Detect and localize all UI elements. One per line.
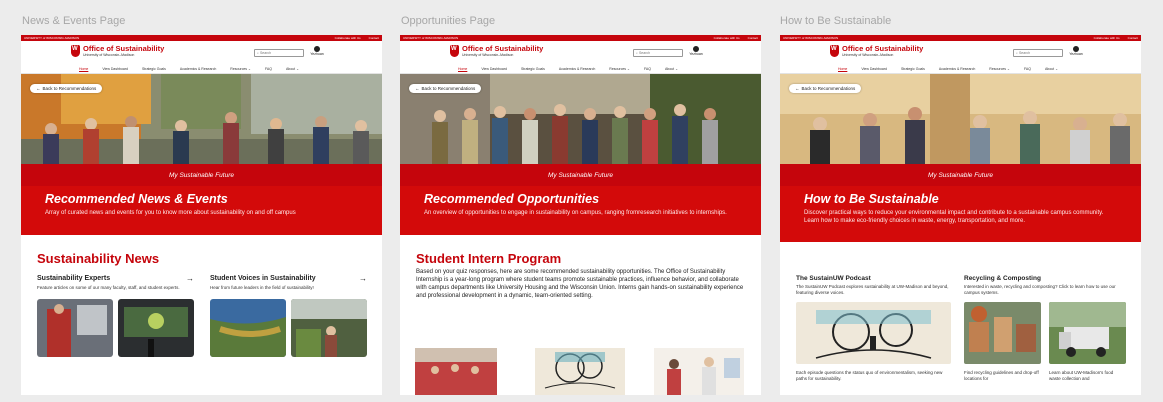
page-description: Discover practical ways to reduce your environmental impact and contribute to a sustainable campus community. Learn how to make eco-friendly choices in waste, energy, transportation, and more. — [804, 210, 1104, 224]
nav-resources[interactable]: Resources ⌄ — [609, 66, 630, 71]
subband-title: My Sustainable Future — [780, 164, 1141, 186]
recycling-title: Recycling & Composting — [964, 275, 1041, 282]
nav-strategic-goals[interactable]: Strategic Goals — [900, 66, 925, 71]
hero-text-block — [21, 186, 382, 235]
back-to-recommendations-button[interactable] — [409, 84, 481, 93]
university-link[interactable]: UNIVERSITY of WISCONSIN–MADISON — [783, 36, 839, 40]
logo-title: Office of Sustainability — [842, 44, 924, 53]
main-nav — [400, 64, 761, 74]
hero-photo — [400, 74, 761, 164]
card-thumbnail[interactable] — [118, 299, 194, 357]
university-link[interactable]: UNIVERSITY of WISCONSIN–MADISON — [24, 36, 80, 40]
logo-subtitle: University of Wisconsin–Madison — [83, 53, 135, 57]
opportunity-thumbnail[interactable] — [654, 348, 744, 395]
logo-title: Office of Sustainability — [462, 44, 544, 53]
recycling-caption: Find recycling guidelines and drop-off locations for — [964, 370, 1039, 381]
subband-title: My Sustainable Future — [400, 164, 761, 186]
intern-description: Based on your quiz responses, here are some recommended sustainability opportunities. The Office of Sustainability Internship is a year-long program where student teams promote sustainable practices, influence behavior, and collaborate with campus departments like University Housing and the Wisconsin Union. Interns gain hands-on sustainability experience and professional development in a dynamic, team-oriented setting. — [416, 269, 744, 299]
compost-caption: Learn about UW-Madison's food waste collection and — [1049, 370, 1114, 381]
how-to-be-sustainable-frame — [780, 35, 1141, 395]
search-icon: ⌕ — [1016, 50, 1018, 55]
collaborate-link[interactable]: Collaborate with Us — [1093, 36, 1120, 40]
card-description: Feature articles on some of our many faculty, staff, and student experts. — [37, 285, 180, 290]
nav-resources[interactable]: Resources ⌄ — [989, 66, 1010, 71]
site-logo[interactable] — [830, 45, 923, 57]
hero-text-block — [400, 186, 761, 235]
arrow-left-icon: ← — [795, 86, 800, 91]
nav-strategic-goals[interactable]: Strategic Goals — [520, 66, 545, 71]
search-input[interactable] — [633, 49, 683, 57]
university-link[interactable]: UNIVERSITY of WISCONSIN–MADISON — [403, 36, 459, 40]
frame-label-news: News & Events Page — [22, 15, 126, 27]
nav-academics[interactable]: Academics & Research — [938, 66, 976, 71]
contact-link[interactable]: Contact — [1127, 36, 1138, 40]
section-title: Student Intern Program — [416, 251, 562, 266]
card-thumbnail[interactable] — [37, 299, 113, 357]
page-description: An overview of opportunities to engage in sustainability on campus, ranging fromresearch initiatives to internships. — [424, 210, 727, 216]
search-placeholder: Search — [1018, 50, 1031, 55]
nav-strategic-goals[interactable]: Strategic Goals — [141, 66, 166, 71]
compost-card[interactable] — [1049, 302, 1126, 382]
nav-faq[interactable]: FAQ — [1023, 66, 1031, 71]
logo-title: Office of Sustainability — [83, 44, 165, 53]
back-button-label: Back to Recommendations — [42, 86, 97, 91]
news-events-frame — [21, 35, 382, 395]
card-description: Hear from future leaders in the field of sustainability! — [210, 285, 314, 290]
podcast-column[interactable] — [796, 275, 951, 382]
search-input[interactable] — [1013, 49, 1063, 57]
recycling-thumbnail[interactable] — [964, 302, 1041, 364]
news-card[interactable] — [210, 274, 367, 357]
search-input[interactable] — [254, 49, 304, 57]
podcast-thumbnail[interactable] — [796, 302, 951, 364]
hero-photo — [21, 74, 382, 164]
nav-home[interactable]: Home — [458, 66, 468, 71]
arrow-left-icon: ← — [415, 86, 420, 91]
user-name: Yezhuan — [689, 52, 703, 56]
nav-faq[interactable]: FAQ — [264, 66, 272, 71]
frame-label-sustainable: How to Be Sustainable — [780, 15, 892, 27]
arrow-left-icon: ← — [36, 86, 41, 91]
hero-text-block — [780, 186, 1141, 242]
user-name: Yezhuan — [1069, 52, 1083, 56]
logo-subtitle: University of Wisconsin–Madison — [842, 53, 894, 57]
nav-home[interactable]: Home — [79, 66, 89, 71]
nav-about[interactable]: About ⌄ — [285, 66, 300, 71]
search-icon: ⌕ — [257, 50, 259, 55]
crest-icon — [450, 45, 459, 57]
back-to-recommendations-button[interactable] — [30, 84, 102, 93]
back-to-recommendations-button[interactable] — [789, 84, 861, 93]
search-placeholder: Search — [638, 50, 651, 55]
podcast-description: The SustainUW Podcast explores sustainability at UW-Madison and beyond, featuring diverse voices. — [796, 284, 949, 295]
arrow-right-icon[interactable]: → — [359, 274, 367, 283]
nav-about[interactable]: About ⌄ — [664, 66, 679, 71]
opportunities-frame — [400, 35, 761, 395]
card-thumbnail[interactable] — [291, 299, 367, 357]
nav-dashboard[interactable]: View Dashboard — [481, 66, 507, 71]
nav-academics[interactable]: Academics & Research — [179, 66, 217, 71]
back-button-label: Back to Recommendations — [801, 86, 856, 91]
arrow-right-icon[interactable]: → — [186, 274, 194, 283]
search-icon: ⌕ — [636, 50, 638, 55]
news-cards — [21, 274, 382, 357]
recycling-description: Interested in waste, recycling and composting? Click to learn how to use our campus systems. — [964, 284, 1116, 295]
page-title: How to Be Sustainable — [804, 192, 939, 206]
contact-link[interactable]: Contact — [368, 36, 379, 40]
back-button-label: Back to Recommendations — [421, 86, 476, 91]
compost-thumbnail[interactable] — [1049, 302, 1126, 364]
site-logo[interactable] — [71, 45, 164, 57]
card-title: Sustainability Experts — [37, 275, 111, 282]
card-thumbnail[interactable] — [210, 299, 286, 357]
nav-faq[interactable]: FAQ — [643, 66, 651, 71]
crest-icon — [830, 45, 839, 57]
nav-dashboard[interactable]: View Dashboard — [102, 66, 128, 71]
page-title: Recommended News & Events — [45, 192, 228, 206]
card-title: Student Voices in Sustainability — [210, 275, 316, 282]
subband-title: My Sustainable Future — [21, 164, 382, 186]
contact-link[interactable]: Contact — [747, 36, 758, 40]
intern-section — [400, 235, 761, 300]
nav-dashboard[interactable]: View Dashboard — [861, 66, 887, 71]
nav-academics[interactable]: Academics & Research — [558, 66, 596, 71]
site-logo[interactable] — [450, 45, 543, 57]
search-placeholder: Search — [259, 50, 272, 55]
frame-label-opportunities: Opportunities Page — [401, 15, 496, 27]
opportunity-thumbnail[interactable] — [415, 348, 497, 395]
logo-subtitle: University of Wisconsin–Madison — [462, 53, 514, 57]
site-header — [21, 41, 382, 64]
recycling-column[interactable] — [964, 275, 1126, 382]
collaborate-link[interactable]: Collaborate with Us — [713, 36, 740, 40]
site-header — [780, 41, 1141, 64]
nav-about[interactable]: About ⌄ — [1044, 66, 1059, 71]
hero-photo — [780, 74, 1141, 164]
page-description: Array of curated news and events for you to know more about sustainability on and off campus — [45, 210, 296, 216]
user-account[interactable] — [310, 46, 324, 56]
user-account[interactable] — [1069, 46, 1083, 56]
news-card[interactable] — [37, 274, 194, 357]
site-header — [400, 41, 761, 64]
crest-icon — [71, 45, 80, 57]
main-nav — [780, 64, 1141, 74]
page-title: Recommended Opportunities — [424, 192, 600, 206]
nav-home[interactable]: Home — [838, 66, 848, 71]
collaborate-link[interactable]: Collaborate with Us — [334, 36, 361, 40]
recycling-card[interactable] — [964, 302, 1041, 382]
nav-resources[interactable]: Resources ⌄ — [230, 66, 251, 71]
user-name: Yezhuan — [310, 52, 324, 56]
opportunity-thumbnail[interactable] — [535, 348, 625, 395]
podcast-title: The SustainUW Podcast — [796, 275, 871, 282]
main-nav — [21, 64, 382, 74]
podcast-caption: Each episode questions the status quo of environmentalism, seeking new paths for sustainability. — [796, 370, 943, 381]
section-title: Sustainability News — [37, 251, 160, 266]
user-account[interactable] — [689, 46, 703, 56]
